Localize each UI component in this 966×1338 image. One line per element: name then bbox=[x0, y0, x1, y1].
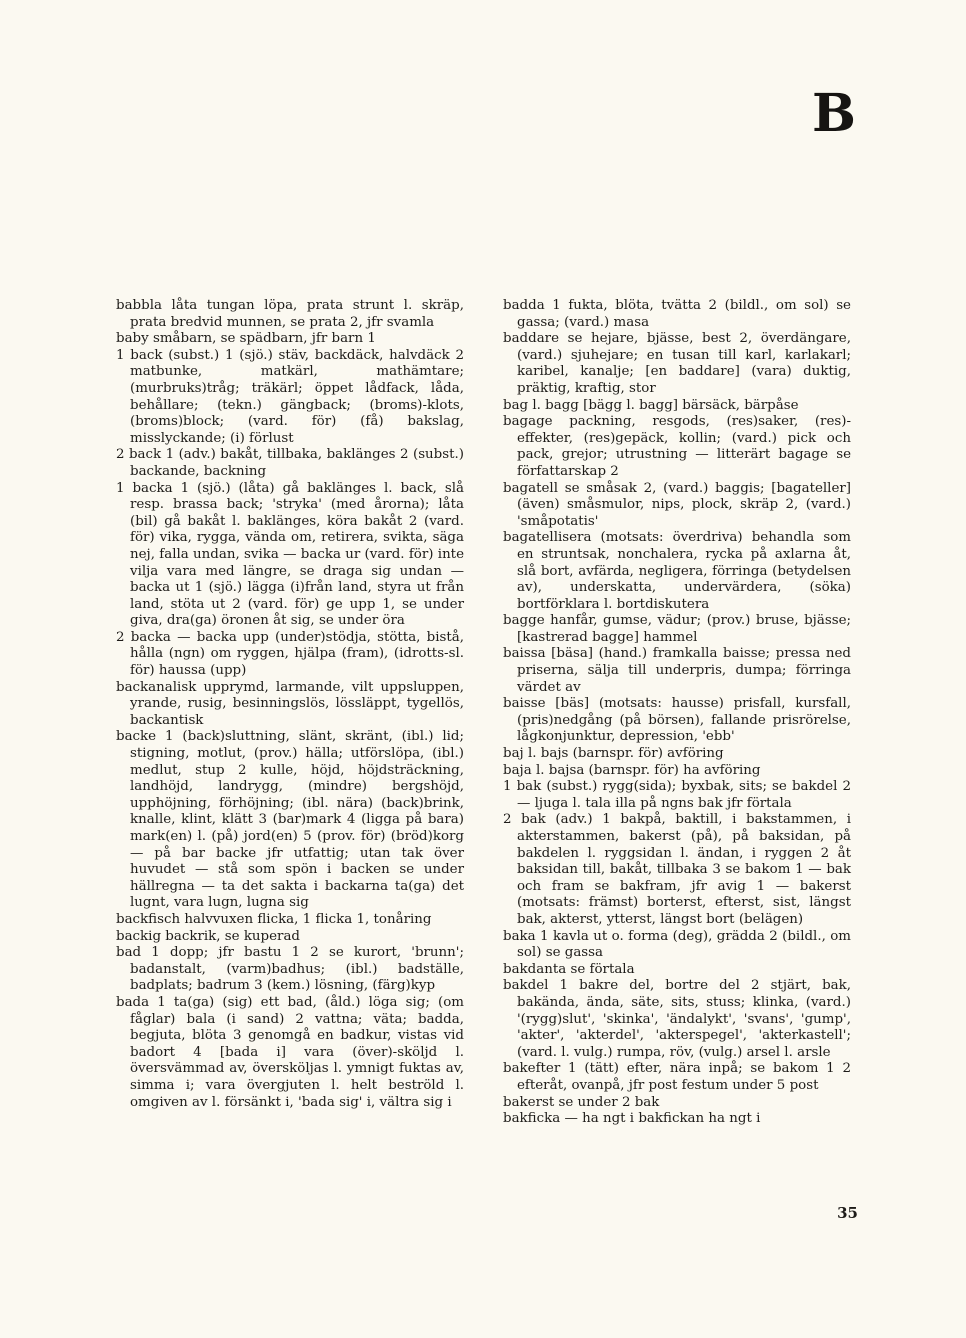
entry-badda: badda 1 fukta, blöta, tvätta 2 (bildl., om sol) se gassa; (vard.) masa bbox=[503, 298, 851, 330]
entry-baisse: baisse [bäs] (motsats: hausse) prisfall, kursfall, (pris)nedgång (på börsen), fallande prisrörelse, lågkonjunktur, depression, 'ebb' bbox=[503, 696, 851, 745]
right-column bbox=[503, 298, 851, 1128]
entry-bakefter: bakefter 1 (tätt) efter, nära inpå; se bakom 1 2 efteråt, ovanpå, jfr post festum under 5 post bbox=[503, 1061, 851, 1093]
entry-backanalisk: backanalisk upprymd, larmande, vilt uppsluppen, yrande, rusig, besinningslös, lössläppt, tygellös, backantisk bbox=[116, 679, 464, 728]
entry-2-backa: 2 backa — backa upp (under)stödja, stötta, bistå, hålla (ngn) om ryggen, hjälpa (fram), (idrotts-sl. för) haussa (upp) bbox=[116, 629, 464, 679]
entry-baj: baj l. bajs (barnspr. för) avföring bbox=[503, 746, 724, 762]
entry-bakdel: bakdel 1 bakre del, bortre del 2 stjärt, bak, bakända, ända, säte, sits, stuss; klinka, (vard.) '(rygg)slut', 'skinka', 'ändalykt', 'svans', 'gump', 'akter', 'akterdel', 'akterspegel', 'akterkastell'; (vard. l. vulg.) rumpa, röv, (vulg.) arsel l. arsle bbox=[503, 978, 851, 1060]
entry-bakdanta: bakdanta se förtala bbox=[503, 961, 635, 977]
entry-baja: baja l. bajsa (barnspr. för) ha avföring bbox=[503, 762, 761, 778]
entry-1-bak: 1 bak (subst.) rygg(sida); byxbak, sits; se bakdel 2 — ljuga l. tala illa på ngns bak jfr förtala bbox=[503, 779, 851, 811]
entry-1-back: 1 back (subst.) 1 (sjö.) stäv, backdäck, halvdäck 2 matbunke, matkärl, mathämtare; (murbruks)tråg; träkärl; öppet lådfack, låda, behållare; (tekn.) gängback; (broms)-klots, (broms)block; (vard. för) (få) bakslag, misslyckande; (i) förlust bbox=[116, 347, 464, 446]
entry-backig: backig backrik, se kuperad bbox=[116, 928, 301, 944]
entry-baissa: baissa [bäsa] (hand.) framkalla baisse; pressa ned priserna, sälja till underpris, dumpa; förringa värdet av bbox=[503, 646, 851, 695]
entry-babbla: babbla låta tungan löpa, prata strunt l. skräp, prata bredvid munnen, se prata 2, jfr svamla bbox=[116, 298, 464, 330]
section-letter: B bbox=[812, 83, 856, 144]
entry-bad: bad 1 dopp; jfr bastu 1 2 se kurort, 'brunn'; badanstalt, (varm)badhus; (ibl.) badställe, badplats; badrum 3 (kem.) lösning, (färg)kyp bbox=[116, 945, 464, 994]
entry-1-backa: 1 backa 1 (sjö.) (låta) gå baklänges l. back, slå resp. brassa back; 'stryka' (med årorna); låta (bil) gå bakåt l. baklänges, köra bakåt 2 (vard. för) vika, rygga, vända om, retirera, svikta, säga nej, falla undan, svika — backa ur (vard. för) inte vilja vara med längre, se draga sig undan — backa ut 1 (sjö.) lägga (i)från land, styra ut från land, stöta ut 2 (vard. för) ge upp 1, se under giva, dra(ga) öronen åt sig, se under öra bbox=[116, 480, 464, 629]
entry-bagatell: bagatell se småsak 2, (vard.) baggis; [bagateller] (även) småsmulor, nips, plock, skräp 2, (vard.) 'småpotatis' bbox=[503, 480, 851, 529]
entry-baby: baby småbarn, se spädbarn, jfr barn 1 bbox=[116, 331, 376, 347]
entry-bagatellisera: bagatellisera (motsats: överdriva) behandla som en struntsak, nonchalera, rycka på axlarna åt, slå bort, avfärda, negligera, förringa (betydelsen av), underskatta, undervärdera, (söka) bortförklara l. bortdiskutera bbox=[503, 530, 851, 612]
entry-bagge: bagge hanfår, gumse, vädur; (prov.) bruse, bjässe; [kastrerad bagge] hammel bbox=[503, 613, 851, 645]
entry-backe: backe 1 (back)sluttning, slänt, skränt, (ibl.) lid; stigning, motlut, (prov.) hälla; utförslöpa, (ibl.) medlut, stup 2 kulle, höjd, höjdsträckning, landhöjd, landrygg, (mindre) bergshöjd, upphöjning, förhöjning; (ibl. nära) (back)brink, knalle, klint, klätt 3 (bar)mark 4 (ligga på bara) mark(en) l. (på) jord(en) 5 (prov. för) (bröd)korg — på bar backe jfr utfattig; utan tak över huvudet — stå som spön i backen se under hällregna — ta det sakta i backarna ta(ga) det lugnt, vara lugn, lugna sig bbox=[116, 729, 464, 911]
entry-baka: baka 1 kavla ut o. forma (deg), grädda 2 (bildl., om sol) se gassa bbox=[503, 928, 851, 961]
entry-2-back: 2 back 1 (adv.) bakåt, tillbaka, baklänges 2 (subst.) backande, backning bbox=[116, 447, 464, 479]
entry-bakficka: bakficka — ha ngt i bakfickan ha ngt i bbox=[503, 1111, 761, 1127]
left-column bbox=[116, 298, 464, 1111]
entry-backfisch: backfisch halvvuxen flicka, 1 flicka 1, tonåring bbox=[116, 911, 432, 927]
entry-2-bak: 2 bak (adv.) 1 bakpå, baktill, i bakstammen, i akterstammen, bakerst (på), på baksidan, på bakdelen l. ryggsidan l. ändan, i ryggen 2 åt baksidan till, bakåt, tillbaka 3 se bakom 1 — bak och fram se bakfram, jfr avig 1 — bakerst (motsats: främst) borterst, efterst, sist, längst bak, akterst, ytterst, längst bort (belägen) bbox=[503, 812, 851, 927]
entry-baddare: baddare se hejare, bjässe, best 2, överdängare, (vard.) sjuhejare; en tusan till karl, karlakarl; karibel, kanalje; [en baddare] (vara) duktig, präktig, kraftig, stor bbox=[503, 331, 851, 396]
entry-bagage: bagage packning, resgods, (res)saker, (res)-effekter, (res)gepäck, kollin; (vard.) pick och pack, grejor; utrustning — litterärt bagage se författarskap 2 bbox=[503, 414, 851, 479]
entry-bakerst: bakerst se under 2 bak bbox=[503, 1094, 660, 1110]
page-number: 35 bbox=[837, 1204, 858, 1222]
entry-bag: bag l. bagg [bägg l. bagg] bärsäck, bärpåse bbox=[503, 397, 799, 413]
entry-bada: bada 1 ta(ga) (sig) ett bad, (åld.) löga sig; (om fåglar) bala (i sand) 2 vattna; väta; badda, begjuta, blöta 3 genomgå en badkur, vistas vid badort 4 [bada i] vara (över)-sköljd l. översvämmad av, översköljas l. ymnigt fuktas av, simma i; vara övergjuten l. helt beströld l. omgiven av l. försänkt i, 'bada sig' i, vältra sig i bbox=[116, 994, 464, 1110]
